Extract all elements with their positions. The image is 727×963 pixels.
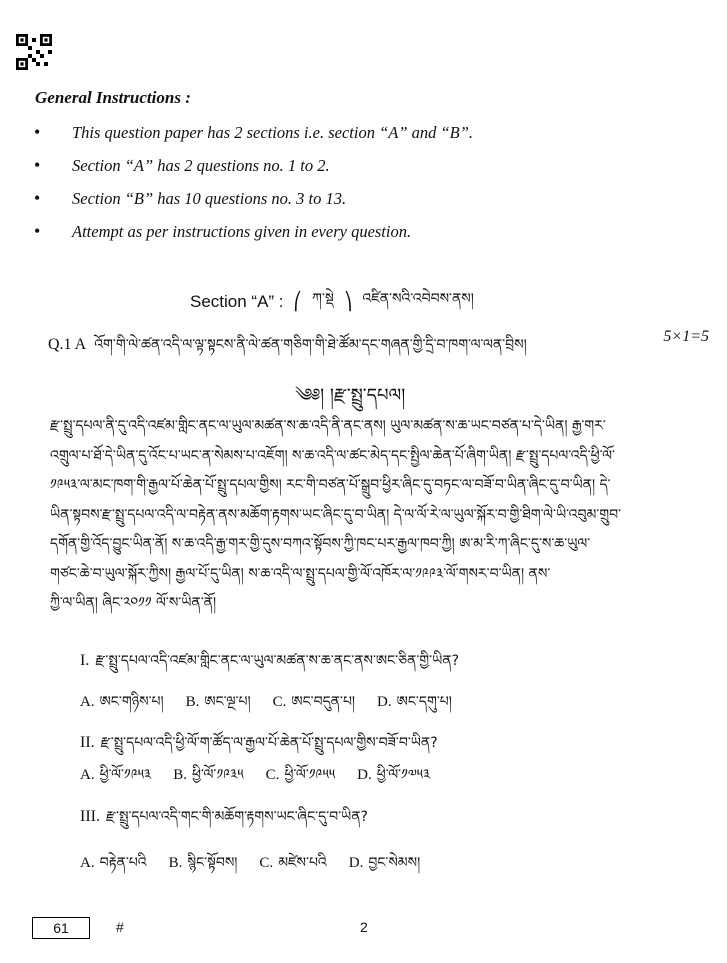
option-label: A.: [80, 855, 95, 871]
question-marks: 5×1=5: [663, 328, 709, 345]
question-number: Q.1 A: [48, 336, 87, 353]
option-text: ཨང་ལྔ་པ།: [204, 694, 251, 710]
option-label: D.: [377, 694, 392, 710]
subquestion-number: II.: [80, 734, 95, 751]
passage-line: ༡༩༥༣་ལ་མང་ཁག་གི་རྒྱལ་པོ་ཆེན་པོ་སྤྲུ་དཔལ་གྱིས། རང་གི་བཙན་པོ་སྒྲུབ་ཕྱིར་ཞིང་དུ་བཏང་ལ་བཟོ་བ་ཡིན་ཞིང་དུ་བ་ཡིན། དེ་: [50, 477, 611, 493]
option[interactable]: [80, 846, 147, 886]
subquestion-1: [80, 644, 459, 684]
subquestion-text: རྫ་སྤྲུ་དཔལ་འདི་འཛམ་གླིང་ནང་ལ་ཡུལ་མཚན་ས་ཆ་ནང་ནས་ཨང་ཅིན་གྱི་ཡིན?: [95, 653, 460, 669]
subquestion-number: I.: [80, 652, 90, 669]
passage-line: ཡིན་སྟབས་རྫ་སྤྲུ་དཔལ་འདི་ལ་བརྟེན་ནས་མཆོག་རྟགས་ཡང་ཞིང་དུ་བ་ཡིན། དེ་ལ་ལོ་རེ་ལ་ཡུལ་སྐོར་བ་གྱི་ཐིག་ལེ་ཡི་འབུམ་གྲུབ་: [50, 506, 621, 523]
option-label: C.: [265, 767, 280, 783]
option[interactable]: [357, 758, 430, 798]
option[interactable]: [169, 846, 238, 886]
option-text: ཕྱི་ལོ་༡༧༥༣: [376, 767, 431, 783]
bullet-icon: •: [34, 122, 41, 142]
subquestion-3: [80, 800, 368, 840]
option-label: D.: [348, 855, 364, 871]
section-a-tibetan-label: ཀ་སྡེ: [312, 291, 334, 307]
option-label: C.: [272, 694, 287, 710]
option-text: ཕྱི་ལོ་༡༩༥༣: [99, 767, 152, 783]
general-instructions-heading: General Instructions :: [35, 88, 191, 107]
option-text: བྱང་སེམས།: [368, 855, 421, 871]
subquestion-number: III.: [80, 808, 100, 825]
question-1: [48, 328, 527, 368]
section-a-label: Section “A” :: [190, 292, 284, 311]
option[interactable]: [80, 685, 164, 725]
option[interactable]: [186, 685, 251, 725]
option-label: D.: [357, 767, 372, 783]
option-label: B.: [168, 855, 183, 871]
instruction-text: This question paper has 2 sections i.e. section “A” and “B”.: [72, 123, 474, 142]
option-text: ཨང་གཉིས་པ།: [99, 694, 164, 710]
passage-title: ༄༅། །རྫ་སྤྲུ་དཔལ།: [295, 385, 406, 406]
passage: [50, 412, 705, 619]
instruction-item: [34, 221, 411, 242]
passage-line: གཙང་ཆེ་བ་ཡུལ་སྐོར་ཀྱིས། རྒྱལ་པོ་དུ་ཡིན། ས་ཆ་འདི་ལ་སྤྲུ་དཔལ་གྱི་ལོ་འཁོར་ལ་༡༩༩༣་ལོ་གསར་བ་ཡིན། ནས་: [50, 565, 551, 582]
option-label: B.: [173, 767, 188, 783]
passage-line: འགྲུལ་པ་ཐོ་དེ་ཡིན་དུ་འོང་པ་ཡང་ན་སེམས་པ་འཇོག། ས་ཆ་འདི་ལ་ཚང་མེད་དང་སྤྱིལ་ཆེན་པོ་ཞིག་ཡིན། རྫ་སྤྲུ་དཔལ་འདི་ཕྱི་ལོ་: [50, 447, 615, 464]
section-a-title: [190, 282, 474, 322]
passage-line: ཀྱི་ལ་ཡིན། ཞིང་༢༠༡༡ ལོ་ས་ཡིན་ནོ།: [50, 595, 217, 611]
option[interactable]: [266, 758, 335, 798]
option-text: ཕྱི་ལོ་༡༩༥༥: [284, 767, 336, 783]
passage-line: དགོན་གྱི་འོད་བྱུང་ཡིན་ནོ། ས་ཆ་འདི་རྒྱ་གར་གྱི་དུས་བཀའ་སྟོབས་ཀྱི་ཁང་པར་རྒྱལ་ཁབ་ཀྱི། ཨ་མ་རི་ཀ་ཞིང་དུ་ས་ཆ་ཡུལ་: [50, 536, 591, 552]
option[interactable]: [80, 758, 151, 798]
option[interactable]: [259, 846, 326, 886]
instruction-text: Section “A” has 2 questions no. 1 to 2.: [72, 156, 330, 175]
option[interactable]: [377, 685, 452, 725]
option-label: C.: [259, 855, 274, 871]
option-label: A.: [80, 694, 95, 710]
bullet-icon: •: [34, 155, 41, 175]
question-text: འོག་གི་ལེ་ཚན་འདི་ལ་ལྟ་སྟངས་ནི་ལེ་ཚན་གཅིག་གི་ཐེ་ཚོམ་དང་གཞན་གྱི་དྲི་བ་ཁག་ལ་ལན་བྲིས།: [94, 337, 527, 353]
instruction-item: [34, 122, 473, 143]
brace-close: ⎞: [343, 292, 353, 311]
instruction-text: Attempt as per instructions given in every question.: [72, 222, 412, 241]
option-text: སྙིང་སྟོབས།: [187, 855, 238, 871]
passage-line: རྫ་སྤྲུ་དཔལ་ནི་དུ་འདི་འཛམ་གླིང་ནང་ལ་ཡུལ་མཚན་ས་ཆ་འདི་ནི་ནང་ནས། ཡུལ་མཚན་ས་ཆ་ཡང་བཙན་པ་དེ་ཡིན། རྒྱ་གར་: [50, 418, 606, 434]
option-label: B.: [185, 694, 200, 710]
option-label: A.: [80, 767, 95, 783]
option-text: ཕྱི་ལོ་༡༩༣༥: [192, 767, 244, 783]
footer-hash: #: [116, 919, 124, 935]
option-text: མཛེས་པའི: [278, 855, 327, 871]
brace-open: ⎛: [293, 292, 303, 311]
paper-code-box: 61: [32, 917, 90, 939]
subquestion-2-options: [80, 758, 430, 798]
subquestion-1-options: [80, 685, 452, 725]
option-text: ཨང་དགུ་པ།: [396, 694, 452, 710]
bullet-icon: •: [34, 188, 41, 208]
instruction-item: [34, 155, 330, 176]
option-text: བརྟེན་པའི: [99, 855, 147, 871]
instruction-item: [34, 188, 346, 209]
section-a-tibetan-subtitle: འཛིན་སའི་འབེབས་ནས།: [362, 291, 474, 307]
option[interactable]: [173, 758, 243, 798]
page-number: 2: [360, 919, 368, 935]
option-text: ཨང་བདུན་པ།: [291, 694, 356, 710]
instruction-text: Section “B” has 10 questions no. 3 to 13.: [72, 189, 347, 208]
option[interactable]: [349, 846, 420, 886]
subquestion-text: རྫ་སྤྲུ་དཔལ་འདི་ཕྱི་ལོ་ག་ཚོད་ལ་རྒྱལ་པོ་ཆེན་པོ་སྤྲུ་དཔལ་གྱིས་བཟོ་བ་ཡིན?: [100, 735, 438, 751]
subquestion-3-options: [80, 846, 420, 886]
bullet-icon: •: [34, 221, 41, 241]
qr-code: [16, 34, 52, 70]
subquestion-text: རྫ་སྤྲུ་དཔལ་འདི་གང་གི་མཆོག་རྟགས་ཡང་ཞིང་དུ་བ་ཡིན?: [105, 809, 368, 825]
option[interactable]: [273, 685, 355, 725]
